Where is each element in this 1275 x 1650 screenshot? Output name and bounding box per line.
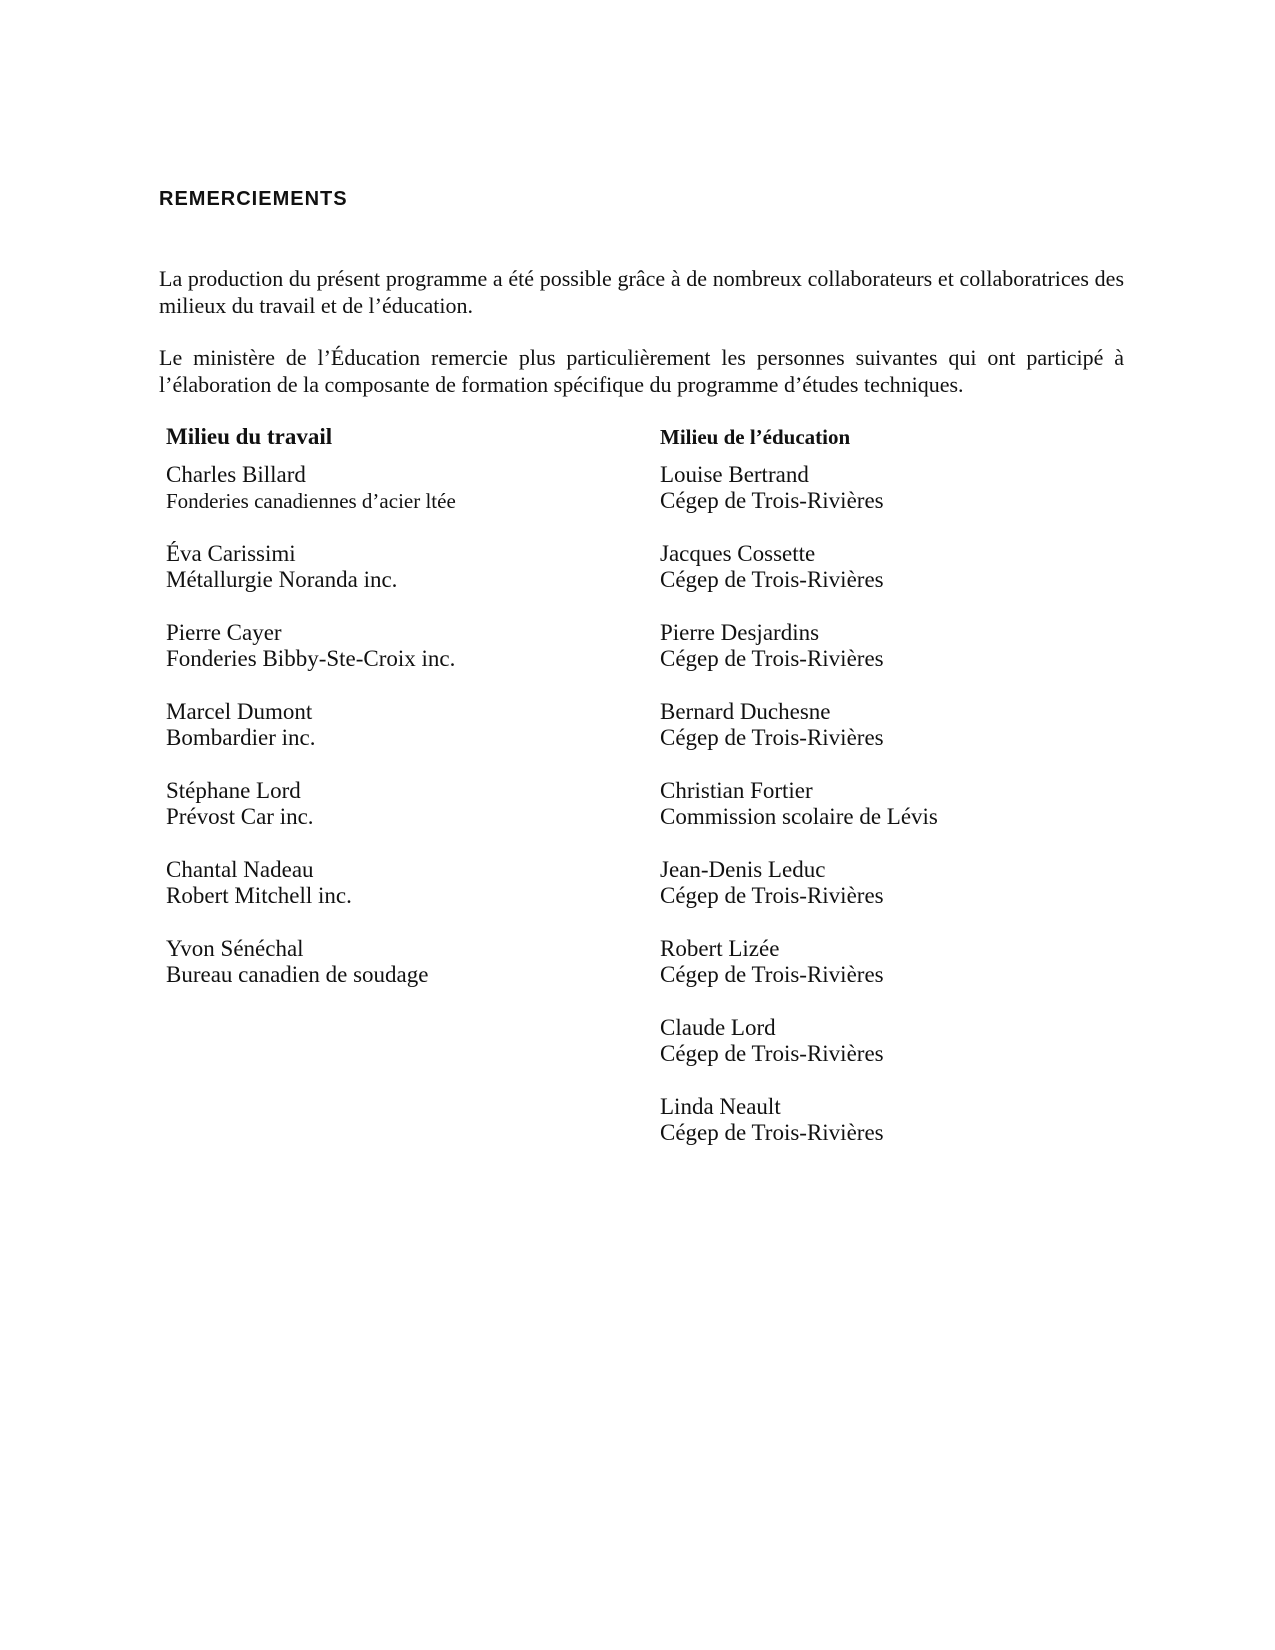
contributor-organization: Bombardier inc.	[166, 725, 316, 750]
education-column	[660, 423, 1130, 1173]
contributor-entry	[660, 620, 1130, 672]
contributor-organization: Prévost Car inc.	[166, 804, 314, 829]
contributor-name: Robert Lizée	[660, 936, 780, 961]
contributor-entry	[660, 1015, 1130, 1067]
contributor-entry	[660, 857, 1130, 909]
contributor-entry	[166, 936, 636, 988]
contributor-organization: Fonderies Bibby-Ste-Croix inc.	[166, 646, 456, 671]
contributor-entry	[166, 462, 636, 514]
contributor-organization: Métallurgie Noranda inc.	[166, 567, 398, 592]
contributor-organization: Fonderies canadiennes d’acier ltée	[166, 489, 456, 513]
education-column-title: Milieu de l’éducation	[660, 425, 851, 449]
contributor-entry	[660, 778, 1130, 830]
contributor-organization: Bureau canadien de soudage	[166, 962, 429, 987]
contributor-entry	[166, 541, 636, 593]
contributor-name: Éva Carissimi	[166, 541, 296, 566]
contributor-entry	[660, 699, 1130, 751]
work-column	[166, 423, 636, 1015]
contributor-organization: Cégep de Trois-Rivières	[660, 962, 884, 987]
contributor-organization: Cégep de Trois-Rivières	[660, 1120, 884, 1145]
contributor-name: Pierre Desjardins	[660, 620, 820, 645]
contributor-name: Charles Billard	[166, 462, 306, 487]
thanks-paragraph: Le ministère de l’Éducation remercie plus particulièrement les personnes suivantes qui ont participé à l’élaboration de la composante de formation spécifique du programme d’études techniques.	[159, 345, 1124, 397]
contributor-organization: Cégep de Trois-Rivières	[660, 1041, 884, 1066]
contributor-entry	[166, 620, 636, 672]
contributor-name: Christian Fortier	[660, 778, 813, 803]
contributor-organization: Cégep de Trois-Rivières	[660, 488, 884, 513]
contributor-name: Bernard Duchesne	[660, 699, 831, 724]
contributor-organization: Commission scolaire de Lévis	[660, 804, 938, 829]
contributor-entry	[166, 857, 636, 909]
intro-paragraph: La production du présent programme a été possible grâce à de nombreux collaborateurs et collaboratrices des milieux du travail et de l’éducation.	[159, 266, 1124, 318]
contributor-organization: Cégep de Trois-Rivières	[660, 646, 884, 671]
contributor-entry	[660, 462, 1130, 514]
contributor-name: Pierre Cayer	[166, 620, 282, 645]
contributor-entry	[660, 541, 1130, 593]
contributor-organization: Robert Mitchell inc.	[166, 883, 352, 908]
contributor-entry	[166, 778, 636, 830]
contributor-entry	[166, 699, 636, 751]
contributor-name: Stéphane Lord	[166, 778, 301, 803]
contributor-name: Chantal Nadeau	[166, 857, 314, 882]
contributor-name: Louise Bertrand	[660, 462, 809, 487]
contributor-entry	[660, 936, 1130, 988]
work-column-title: Milieu du travail	[166, 424, 333, 449]
contributor-name: Claude Lord	[660, 1015, 776, 1040]
page-title: REMERCIEMENTS	[159, 188, 348, 210]
contributor-name: Linda Neault	[660, 1094, 781, 1119]
contributor-organization: Cégep de Trois-Rivières	[660, 567, 884, 592]
contributor-entry	[660, 1094, 1130, 1146]
contributor-organization: Cégep de Trois-Rivières	[660, 883, 884, 908]
contributor-name: Jacques Cossette	[660, 541, 816, 566]
contributor-name: Marcel Dumont	[166, 699, 313, 724]
contributor-name: Jean-Denis Leduc	[660, 857, 826, 882]
contributor-name: Yvon Sénéchal	[166, 936, 304, 961]
contributor-organization: Cégep de Trois-Rivières	[660, 725, 884, 750]
